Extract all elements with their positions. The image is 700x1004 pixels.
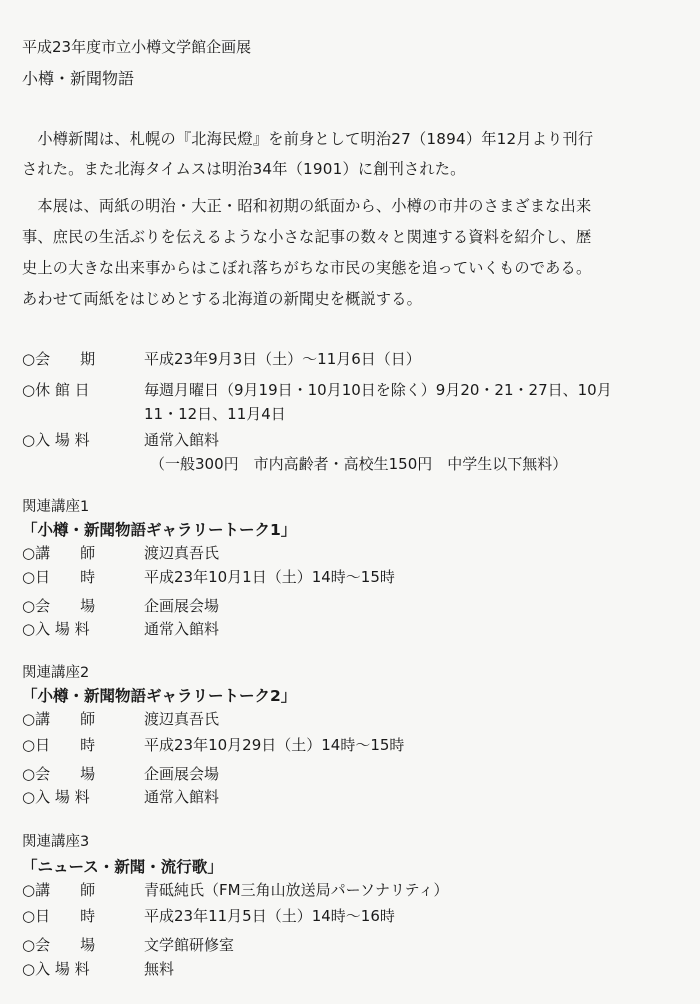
date-label: ○日 時	[22, 568, 96, 586]
intro-paragraph-1-line-1: 小樽新聞は、札幌の『北海民燈』を前身として明治27（1894）年12月より刊行	[22, 130, 594, 148]
date-label: ○日 時	[22, 736, 96, 754]
lecturer-label: ○講 師	[22, 710, 96, 728]
admission-label: ○入 場 料	[22, 431, 90, 449]
lecture-2-title: 「小樽・新聞物語ギャラリートーク2」	[22, 687, 297, 705]
period-value: 平成23年9月3日（土）～11月6日（日）	[144, 350, 421, 368]
date-value: 平成23年10月29日（土）14時～15時	[144, 736, 405, 754]
fee-value: 通常入館料	[144, 620, 220, 638]
venue-value: 企画展会場	[144, 597, 220, 615]
venue-label: ○会 場	[22, 597, 96, 615]
exhibition-series-title: 平成23年度市立小樽文学館企画展	[22, 38, 252, 56]
lecture-3-title: 「ニュース・新聞・流行歌」	[22, 858, 223, 876]
intro-paragraph-2-line-2: 事、庶民の生活ぶりを伝えるような小さな記事の数々と関連する資料を紹介し、歴	[22, 228, 592, 246]
admission-value: 通常入館料	[144, 431, 220, 449]
lecture-3-heading: 関連講座3	[22, 834, 90, 850]
date-value: 平成23年11月5日（土）14時～16時	[144, 907, 395, 925]
closed-days-value: 毎週月曜日（9月19日・10月10日を除く）9月20・21・27日、10月	[144, 381, 612, 399]
lecture-2-heading: 関連講座2	[22, 665, 90, 681]
lecturer-value: 渡辺真吾氏	[144, 544, 220, 562]
fee-label: ○入 場 料	[22, 788, 90, 806]
fee-value: 通常入館料	[144, 788, 220, 806]
lecturer-value: 渡辺真吾氏	[144, 710, 220, 728]
lecturer-label: ○講 師	[22, 544, 96, 562]
venue-label: ○会 場	[22, 936, 96, 954]
fee-value: 無料	[144, 960, 175, 978]
venue-label: ○会 場	[22, 765, 96, 783]
date-value: 平成23年10月1日（土）14時～15時	[144, 568, 395, 586]
closed-days-label: ○休 館 日	[22, 381, 90, 399]
intro-paragraph-2-line-1: 本展は、両紙の明治・大正・昭和初期の紙面から、小樽の市井のさまざまな出来	[22, 197, 592, 215]
lecture-1-heading: 関連講座1	[22, 499, 90, 515]
fee-label: ○入 場 料	[22, 960, 90, 978]
intro-paragraph-1-line-2: された。また北海タイムスは明治34年（1901）に創刊された。	[22, 160, 466, 178]
admission-detail: （一般300円 市内高齢者・高校生150円 中学生以下無料）	[150, 455, 568, 473]
closed-days-value-continued: 11・12日、11月4日	[144, 405, 286, 423]
period-label: ○会 期	[22, 350, 96, 368]
venue-value: 文学館研修室	[144, 936, 235, 954]
intro-paragraph-2-line-4: あわせて両紙をはじめとする北海道の新聞史を概説する。	[22, 290, 423, 308]
date-label: ○日 時	[22, 907, 96, 925]
venue-value: 企画展会場	[144, 765, 220, 783]
lecture-1-title: 「小樽・新聞物語ギャラリートーク1」	[22, 521, 297, 539]
intro-paragraph-2-line-3: 史上の大きな出来事からはこぼれ落ちがちな市民の実態を追っていくものである。	[22, 259, 592, 277]
lecturer-label: ○講 師	[22, 881, 96, 899]
exhibition-title: 小樽・新聞物語	[22, 69, 135, 88]
lecturer-value: 青砥純氏（FM三角山放送局パーソナリティ）	[144, 881, 449, 899]
fee-label: ○入 場 料	[22, 620, 90, 638]
